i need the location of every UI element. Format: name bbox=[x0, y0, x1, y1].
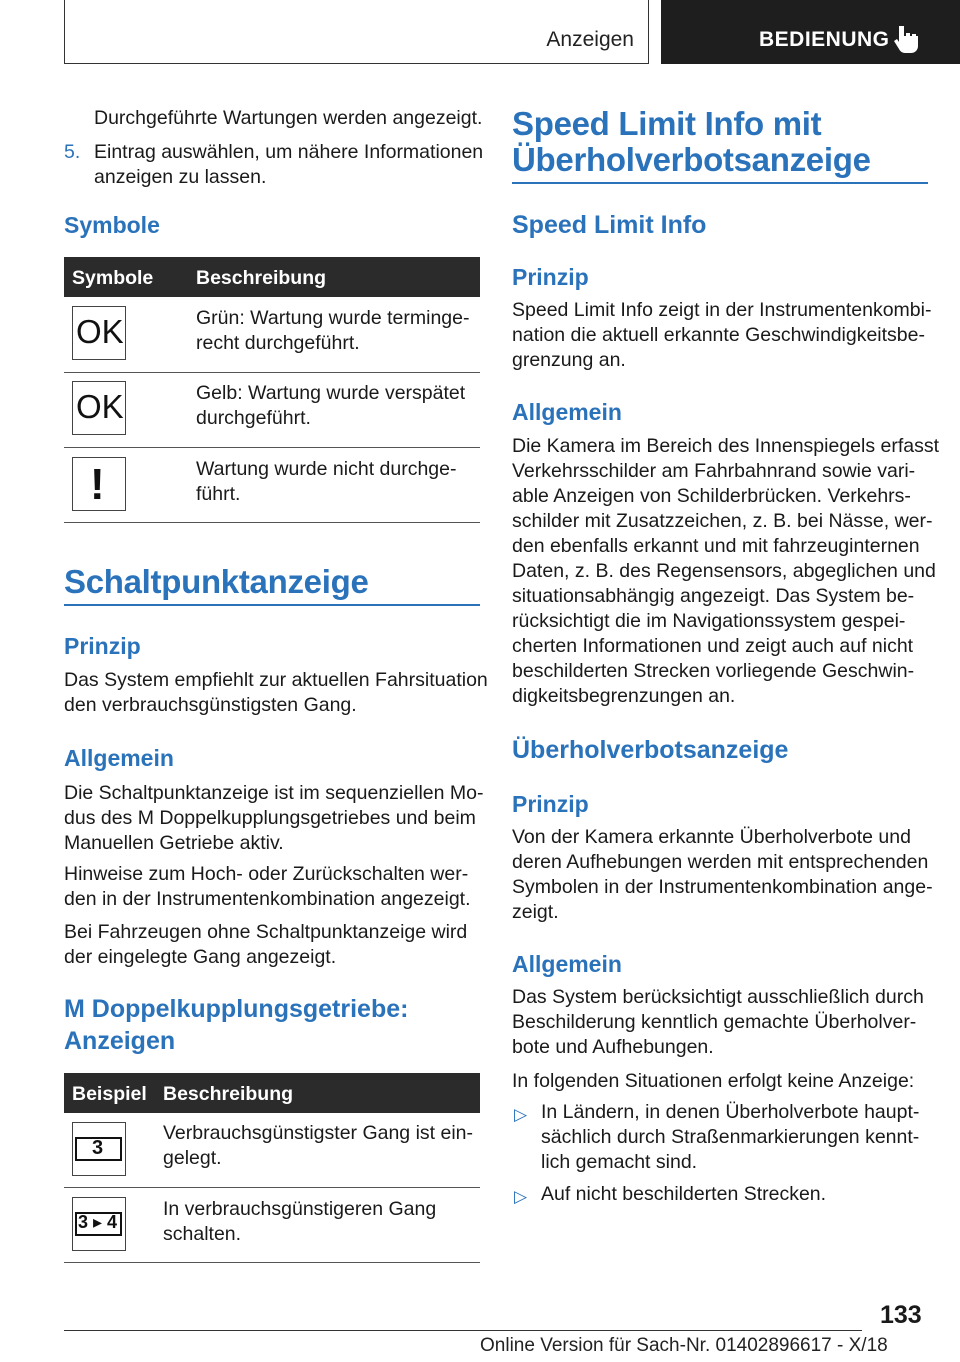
row-divider bbox=[64, 1187, 480, 1188]
bullet-triangle-icon: ▷ bbox=[514, 1105, 528, 1124]
warning-exclamation-icon: ! bbox=[72, 457, 126, 511]
table-cell: Grün: Wartung wurde terminge- recht durchgeführt. bbox=[196, 307, 470, 354]
table-header bbox=[64, 257, 480, 297]
subheading: Anzeigen bbox=[64, 1027, 176, 1055]
footer-text: Online Version für Sach-Nr. 01402896617 - X/18 bbox=[480, 1335, 888, 1356]
section-tab-label: Anzeigen bbox=[546, 28, 634, 51]
chapter-tab-label: BEDIENUNG bbox=[759, 28, 890, 51]
step-number: 5. bbox=[64, 141, 81, 163]
step-text-line: anzeigen zu lassen. bbox=[94, 166, 267, 188]
subheading: Speed Limit Info bbox=[512, 211, 707, 239]
table-cell: Wartung wurde nicht durchge- führt. bbox=[196, 458, 457, 505]
table-cell: Verbrauchsgünstigster Gang ist ein- gelegt. bbox=[163, 1122, 474, 1169]
ok-yellow-icon: OK bbox=[72, 381, 126, 435]
footer-rule bbox=[64, 1330, 862, 1331]
section-title: Speed Limit Info mit bbox=[512, 105, 822, 142]
paragraph-line: den verbrauchsgünstigsten Gang. bbox=[64, 694, 357, 716]
pointing-hand-icon bbox=[893, 24, 921, 54]
paragraph-line: dus des M Doppelkupplungsgetriebes und beim bbox=[64, 807, 476, 829]
table-cell: In verbrauchsgünstigeren Gang schalten. bbox=[163, 1198, 437, 1245]
list-item: Auf nicht beschilderten Strecken. bbox=[541, 1183, 827, 1205]
row-divider bbox=[64, 447, 480, 448]
subheading: Überholverbotsanzeige bbox=[512, 736, 789, 764]
paragraph-line: Das System empfiehlt zur aktuellen Fahrsituation bbox=[64, 669, 488, 691]
table-header-cell: Beispiel bbox=[72, 1083, 147, 1105]
row-divider bbox=[64, 1262, 480, 1263]
bullet-triangle-icon: ▷ bbox=[514, 1187, 528, 1206]
gear-3-icon: 3 bbox=[72, 1122, 126, 1176]
paragraph: Die Kamera im Bereich des Innenspiegels erfasst Verkehrsschilder am Fahrbahnrand sowie vari- able Anzeigen von Schilderbrücken. Verkehrs- schilder mit Zusatzzeichen, z. B. bei Nässe, wer- den ebenfalls erkannt und mit fahrzeuginternen Daten, z. B. des Regensensors, abgeglichen und situationsabhängig angezeigt. Das System be- rücksichtigt die im Navigationssystem gespei- cherten Informationen und zeigt auch auf nicht beschilderten Strecken vorliegende Geschwin- digkeitsbegrenzungen an. bbox=[512, 435, 940, 707]
table-header bbox=[64, 1073, 480, 1113]
step-text-line: Eintrag auswählen, um nähere Informationen bbox=[94, 141, 484, 163]
subheading: Prinzip bbox=[512, 791, 589, 817]
table-header-cell: Symbole bbox=[72, 267, 154, 289]
title-rule bbox=[512, 182, 928, 184]
paragraph-line: Hinweise zum Hoch- oder Zurückschalten wer- bbox=[64, 863, 469, 885]
paragraph-line: nation die aktuell erkannte Geschwindigkeitsbe- bbox=[512, 324, 925, 346]
section-tab bbox=[64, 0, 649, 64]
row-divider bbox=[64, 522, 480, 523]
paragraph: Von der Kamera erkannte Überholverbote und deren Aufhebungen werden mit entsprechenden Symbolen in der Instrumentenkombination ange- zeigt. bbox=[512, 826, 933, 923]
row-divider bbox=[64, 372, 480, 373]
section-title: Überholverbotsanzeige bbox=[512, 141, 871, 178]
paragraph-line: Manuellen Getriebe aktiv. bbox=[64, 832, 284, 854]
gear-shift-up-icon: 3 ▸ 4 bbox=[72, 1197, 126, 1251]
paragraph-line: Bei Fahrzeugen ohne Schaltpunktanzeige wird bbox=[64, 921, 468, 943]
paragraph-line: den in der Instrumentenkombination angezeigt. bbox=[64, 888, 471, 910]
list-item: In Ländern, in denen Überholverbote haupt- sächlich durch Straßenmarkierungen kennt- lich gemacht sind. bbox=[541, 1101, 920, 1173]
section-title: Schaltpunktanzeige bbox=[64, 563, 369, 600]
intro-text: Durchgeführte Wartungen werden angezeigt. bbox=[94, 107, 483, 129]
page-number: 133 bbox=[880, 1301, 922, 1329]
table-header-cell: Beschreibung bbox=[196, 267, 327, 289]
table-cell: Gelb: Wartung wurde verspätet durchgeführt. bbox=[196, 382, 466, 429]
paragraph-line: In folgenden Situationen erfolgt keine Anzeige: bbox=[512, 1070, 915, 1092]
subheading: Prinzip bbox=[512, 264, 589, 290]
paragraph-line: grenzung an. bbox=[512, 349, 626, 371]
subheading: Prinzip bbox=[64, 633, 141, 659]
subheading: Allgemein bbox=[64, 745, 174, 771]
ok-green-icon: OK bbox=[72, 306, 126, 360]
chapter-tab bbox=[661, 0, 960, 64]
title-rule bbox=[64, 604, 480, 606]
paragraph: Das System berücksichtigt ausschließlich durch Beschilderung kenntlich gemachte Überholver- bote und Aufhebungen. bbox=[512, 986, 924, 1058]
subheading: Allgemein bbox=[512, 951, 622, 977]
subheading: Allgemein bbox=[512, 399, 622, 425]
paragraph-line: der eingelegte Gang angezeigt. bbox=[64, 946, 337, 968]
paragraph-line: Die Schaltpunktanzeige ist im sequenziellen Mo- bbox=[64, 782, 484, 804]
symbols-heading: Symbole bbox=[64, 212, 160, 238]
paragraph-line: Speed Limit Info zeigt in der Instrumentenkombi- bbox=[512, 299, 932, 321]
subheading: M Doppelkupplungsgetriebe: bbox=[64, 995, 409, 1023]
table-header-cell: Beschreibung bbox=[163, 1083, 294, 1105]
